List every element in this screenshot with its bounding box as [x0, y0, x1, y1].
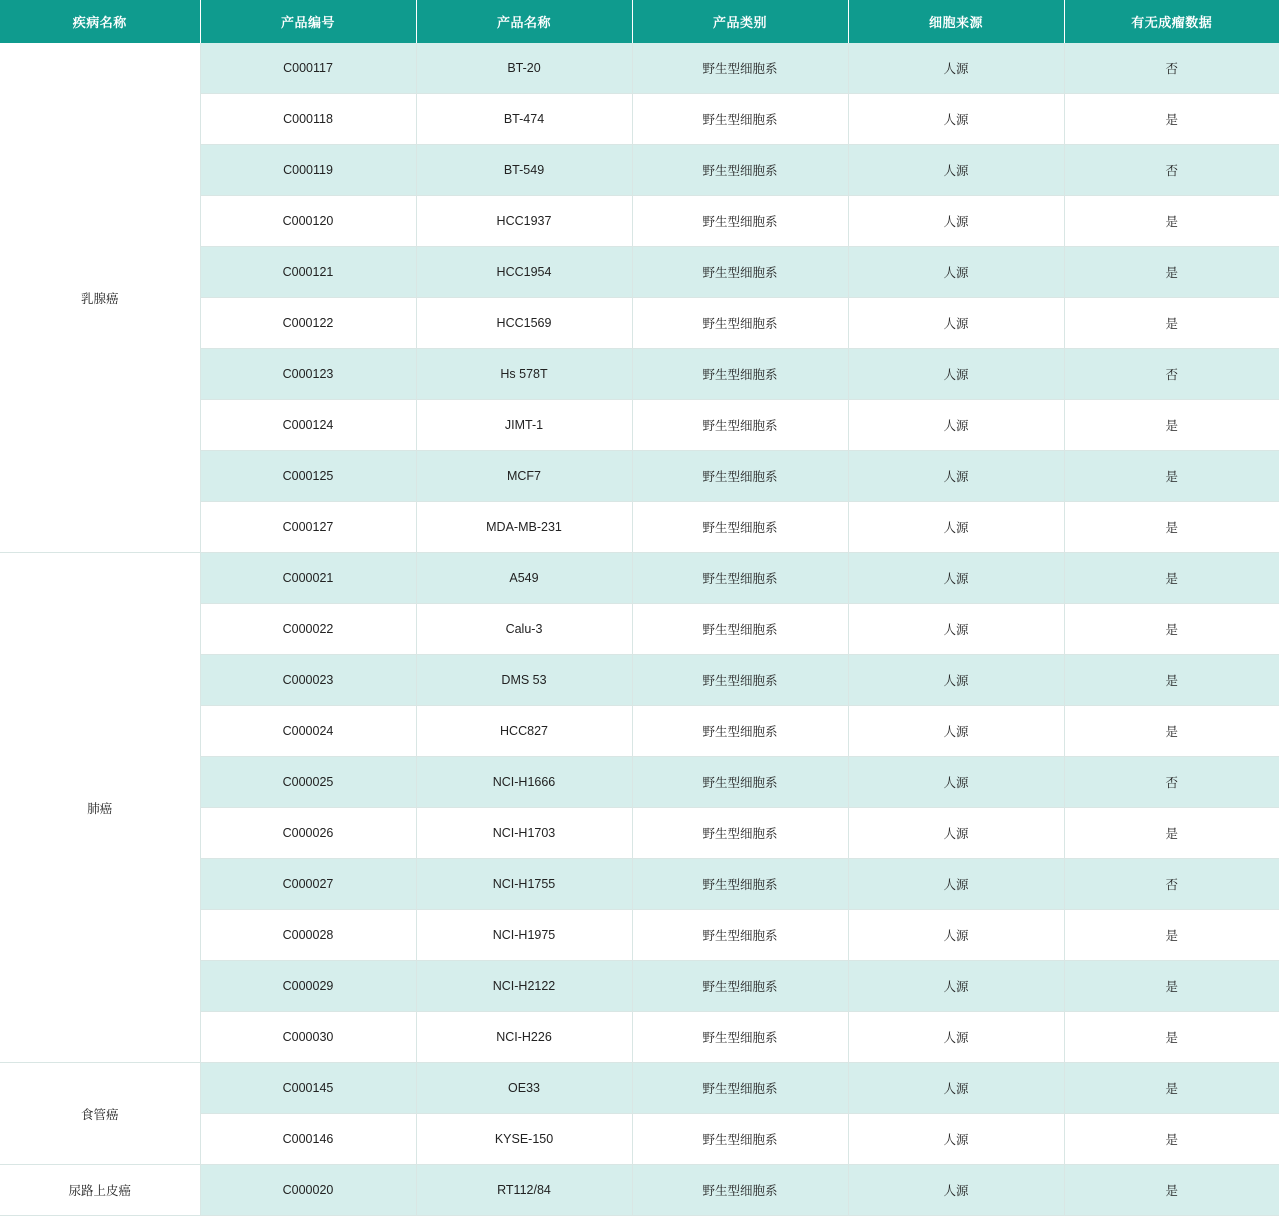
table-body: [0, 43, 1279, 1216]
column-header-tumor-data: 有无成瘤数据: [1064, 0, 1279, 43]
cell-product-category: 野生型细胞系: [632, 1165, 848, 1216]
cell-tumor-data: 是: [1064, 298, 1279, 349]
cell-cell-source: 人源: [848, 196, 1064, 247]
cell-disease-name: 乳腺癌: [0, 43, 200, 553]
cell-cell-source: 人源: [848, 451, 1064, 502]
cell-tumor-data: 否: [1064, 145, 1279, 196]
cell-disease-name: 尿路上皮癌: [0, 1165, 200, 1216]
cell-product-name: NCI-H2122: [416, 961, 632, 1012]
cell-cell-source: 人源: [848, 349, 1064, 400]
cell-cell-source: 人源: [848, 757, 1064, 808]
cell-product-category: 野生型细胞系: [632, 706, 848, 757]
cell-cell-source: 人源: [848, 910, 1064, 961]
cell-product-name: DMS 53: [416, 655, 632, 706]
cell-product-name: MDA-MB-231: [416, 502, 632, 553]
cell-product-name: MCF7: [416, 451, 632, 502]
cell-product-category: 野生型细胞系: [632, 196, 848, 247]
cell-product-category: 野生型细胞系: [632, 961, 848, 1012]
cell-product-code: C000026: [200, 808, 416, 859]
table-row: [0, 43, 1279, 94]
cell-tumor-data: 否: [1064, 349, 1279, 400]
cell-tumor-data: 是: [1064, 451, 1279, 502]
column-header-product-category: 产品类别: [632, 0, 848, 43]
column-header-product-code: 产品编号: [200, 0, 416, 43]
cell-cell-source: 人源: [848, 604, 1064, 655]
cell-product-category: 野生型细胞系: [632, 553, 848, 604]
table-row: [0, 1063, 1279, 1114]
cell-cell-source: 人源: [848, 1165, 1064, 1216]
cell-product-code: C000124: [200, 400, 416, 451]
cell-product-code: C000121: [200, 247, 416, 298]
cell-cell-source: 人源: [848, 502, 1064, 553]
table-row: [0, 553, 1279, 604]
cell-product-category: 野生型细胞系: [632, 1012, 848, 1063]
cell-product-category: 野生型细胞系: [632, 298, 848, 349]
cell-cell-source: 人源: [848, 298, 1064, 349]
cell-tumor-data: 是: [1064, 1063, 1279, 1114]
column-header-product-name: 产品名称: [416, 0, 632, 43]
cell-tumor-data: 是: [1064, 196, 1279, 247]
cell-product-code: C000030: [200, 1012, 416, 1063]
cell-tumor-data: 是: [1064, 604, 1279, 655]
cell-tumor-data: 是: [1064, 247, 1279, 298]
cell-tumor-data: 是: [1064, 1114, 1279, 1165]
cell-product-category: 野生型细胞系: [632, 247, 848, 298]
cell-product-code: C000025: [200, 757, 416, 808]
cell-cell-source: 人源: [848, 961, 1064, 1012]
cell-product-code: C000024: [200, 706, 416, 757]
cell-product-code: C000029: [200, 961, 416, 1012]
cell-product-code: C000117: [200, 43, 416, 94]
cell-product-name: HCC1937: [416, 196, 632, 247]
cell-cell-source: 人源: [848, 553, 1064, 604]
table-row: [0, 1165, 1279, 1216]
cell-product-code: C000125: [200, 451, 416, 502]
cell-product-code: C000022: [200, 604, 416, 655]
cell-product-category: 野生型细胞系: [632, 451, 848, 502]
cell-cell-source: 人源: [848, 1063, 1064, 1114]
cell-product-name: BT-474: [416, 94, 632, 145]
cell-product-code: C000023: [200, 655, 416, 706]
cell-cell-source: 人源: [848, 655, 1064, 706]
cell-product-code: C000146: [200, 1114, 416, 1165]
cell-product-code: C000119: [200, 145, 416, 196]
cell-cell-source: 人源: [848, 808, 1064, 859]
cell-cell-source: 人源: [848, 859, 1064, 910]
cell-product-code: C000145: [200, 1063, 416, 1114]
cell-product-name: BT-549: [416, 145, 632, 196]
cell-product-code: C000118: [200, 94, 416, 145]
cell-product-name: Calu-3: [416, 604, 632, 655]
cell-product-name: JIMT-1: [416, 400, 632, 451]
cell-product-category: 野生型细胞系: [632, 604, 848, 655]
cell-product-category: 野生型细胞系: [632, 910, 848, 961]
cell-product-category: 野生型细胞系: [632, 757, 848, 808]
cell-disease-name: 食管癌: [0, 1063, 200, 1165]
column-header-cell-source: 细胞来源: [848, 0, 1064, 43]
cell-product-category: 野生型细胞系: [632, 349, 848, 400]
cell-product-category: 野生型细胞系: [632, 94, 848, 145]
cell-tumor-data: 否: [1064, 757, 1279, 808]
cell-tumor-data: 是: [1064, 553, 1279, 604]
cell-product-name: HCC1569: [416, 298, 632, 349]
cell-product-category: 野生型细胞系: [632, 808, 848, 859]
cell-cell-source: 人源: [848, 145, 1064, 196]
table-header-row: [0, 0, 1279, 43]
cell-tumor-data: 是: [1064, 94, 1279, 145]
cell-cell-source: 人源: [848, 1012, 1064, 1063]
cell-product-name: KYSE-150: [416, 1114, 632, 1165]
cell-product-code: C000123: [200, 349, 416, 400]
cell-product-name: Hs 578T: [416, 349, 632, 400]
cell-tumor-data: 是: [1064, 1012, 1279, 1063]
cell-product-name: NCI-H226: [416, 1012, 632, 1063]
cell-tumor-data: 是: [1064, 655, 1279, 706]
cell-tumor-data: 是: [1064, 961, 1279, 1012]
cell-product-category: 野生型细胞系: [632, 859, 848, 910]
cell-product-category: 野生型细胞系: [632, 1114, 848, 1165]
cell-disease-name: 肺癌: [0, 553, 200, 1063]
cell-tumor-data: 是: [1064, 808, 1279, 859]
cell-product-name: OE33: [416, 1063, 632, 1114]
cell-tumor-data: 否: [1064, 859, 1279, 910]
cell-tumor-data: 是: [1064, 1165, 1279, 1216]
cell-product-name: NCI-H1755: [416, 859, 632, 910]
cell-tumor-data: 是: [1064, 910, 1279, 961]
cell-product-name: BT-20: [416, 43, 632, 94]
cell-product-name: NCI-H1703: [416, 808, 632, 859]
cell-product-code: C000127: [200, 502, 416, 553]
cell-product-category: 野生型细胞系: [632, 655, 848, 706]
cell-product-name: A549: [416, 553, 632, 604]
cell-product-category: 野生型细胞系: [632, 145, 848, 196]
cell-product-code: C000027: [200, 859, 416, 910]
cell-product-name: HCC1954: [416, 247, 632, 298]
cell-product-category: 野生型细胞系: [632, 1063, 848, 1114]
cell-product-code: C000028: [200, 910, 416, 961]
cell-tumor-data: 是: [1064, 400, 1279, 451]
cell-product-name: RT112/84: [416, 1165, 632, 1216]
cell-product-name: NCI-H1666: [416, 757, 632, 808]
cell-product-name: HCC827: [416, 706, 632, 757]
cell-product-code: C000021: [200, 553, 416, 604]
cell-cell-source: 人源: [848, 247, 1064, 298]
cell-product-category: 野生型细胞系: [632, 43, 848, 94]
cell-product-code: C000120: [200, 196, 416, 247]
cell-product-category: 野生型细胞系: [632, 502, 848, 553]
cell-tumor-data: 是: [1064, 706, 1279, 757]
cell-product-code: C000020: [200, 1165, 416, 1216]
cell-cell-source: 人源: [848, 706, 1064, 757]
cell-tumor-data: 是: [1064, 502, 1279, 553]
cell-cell-source: 人源: [848, 43, 1064, 94]
column-header-disease: 疾病名称: [0, 0, 200, 43]
table-header: [0, 0, 1279, 43]
cell-tumor-data: 否: [1064, 43, 1279, 94]
cell-cell-source: 人源: [848, 400, 1064, 451]
cell-product-name: NCI-H1975: [416, 910, 632, 961]
cell-product-category: 野生型细胞系: [632, 400, 848, 451]
cell-product-code: C000122: [200, 298, 416, 349]
cell-cell-source: 人源: [848, 1114, 1064, 1165]
cell-cell-source: 人源: [848, 94, 1064, 145]
